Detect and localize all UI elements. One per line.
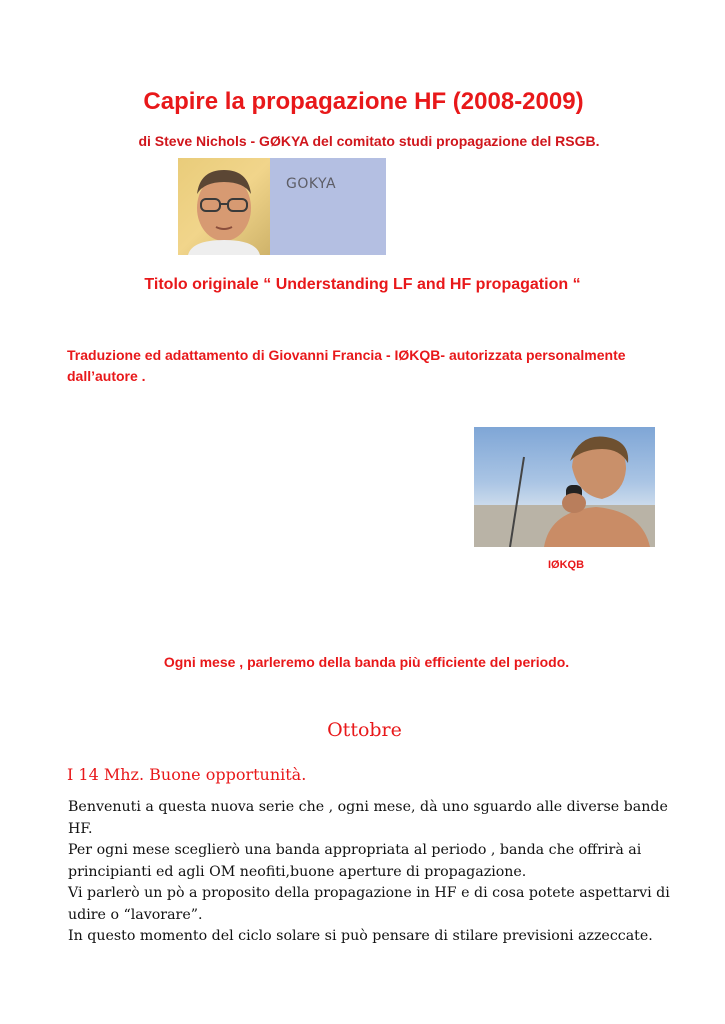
monthly-note: Ogni mese , parleremo della banda più efficiente del periodo.	[163, 654, 570, 670]
page-title: Capire la propagazione HF (2008-2009)	[143, 88, 584, 115]
original-title: Titolo originale “ Understanding LF and HF propagation “	[144, 276, 581, 293]
month-heading: Ottobre	[327, 719, 402, 741]
author-photo-label: GOKYA	[286, 176, 337, 192]
body-paragraph: In questo momento del ciclo solare si può pensare di stilare previsioni azzeccate.	[68, 928, 653, 944]
author-portrait-area	[178, 158, 270, 255]
article-body	[68, 797, 678, 948]
body-paragraph: Vi parlerò un pò a proposito della propagazione in HF e di cosa potete aspettarvi di udire o “lavorare”.	[68, 885, 670, 923]
section-heading: I 14 Mhz. Buone opportunità.	[67, 765, 307, 784]
translator-portrait-illustration	[474, 427, 655, 547]
body-paragraph: Benvenuti a questa nuova serie che , ogni mese, dà uno sguardo alle diverse bande HF.	[68, 799, 668, 837]
translator-photo	[474, 427, 655, 547]
body-paragraph: Per ogni mese sceglierò una banda appropriata al periodo , banda che offrirà ai principianti ed agli OM neofiti,buone aperture di propagazione.	[68, 842, 642, 880]
author-photo	[178, 158, 386, 255]
author-byline: di Steve Nichols - GØKYA del comitato studi propagazione del RSGB.	[138, 133, 600, 149]
translation-credit: Traduzione ed adattamento di Giovanni Francia - IØKQB- autorizzata personalmente dall’autore .	[67, 347, 626, 384]
translator-photo-caption: IØKQB	[548, 559, 585, 571]
author-portrait-illustration	[178, 158, 270, 255]
